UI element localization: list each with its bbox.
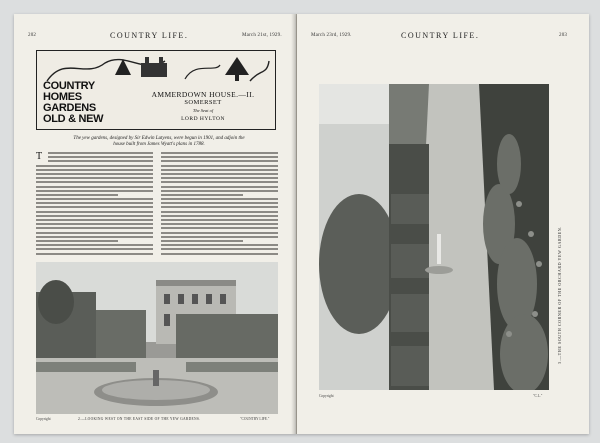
text-line (36, 232, 153, 234)
text-line (36, 227, 153, 229)
text-line (161, 152, 278, 154)
right-page (297, 14, 589, 434)
right-photo-caption: 3.—THE SOUTH CORNER OF THE ORCHARD YEW GARDEN. (557, 226, 562, 364)
text-line (36, 169, 153, 171)
left-issue-date: March 21st, 1929. (242, 33, 282, 38)
text-line (161, 206, 278, 208)
text-line (36, 244, 153, 246)
magazine-spread (8, 8, 593, 436)
text-line (161, 248, 278, 250)
text-line (161, 223, 278, 225)
text-line (36, 211, 153, 213)
text-line (36, 202, 153, 204)
text-line (161, 186, 278, 188)
right-credit: "C.L." (533, 394, 543, 398)
series-brand: COUNTRY HOMES GARDENS OLD & NEW (43, 80, 104, 125)
text-line (161, 156, 278, 158)
text-line (36, 198, 153, 200)
left-running-title: COUNTRY LIFE. (110, 31, 189, 40)
text-line (161, 227, 278, 229)
text-line (161, 211, 278, 213)
text-line (36, 177, 153, 179)
right-copyright: Copyright (319, 394, 334, 398)
text-line (36, 223, 153, 225)
body-column-1 (36, 152, 153, 260)
series-banner (36, 50, 276, 130)
left-photo-caption: 2.—LOOKING WEST ON THE EAST SIDE OF THE YEW GARDENS. (78, 417, 201, 421)
text-line (161, 215, 278, 217)
text-line (161, 240, 243, 242)
text-line (161, 244, 278, 246)
text-line (161, 219, 278, 221)
text-line (36, 181, 153, 183)
text-line (161, 232, 278, 234)
text-line (161, 169, 278, 171)
text-line (36, 253, 153, 255)
owner-name: LORD HYLTON (181, 116, 225, 122)
article-body (36, 152, 278, 260)
article-county: SOMERSET (184, 99, 222, 106)
seat-line: The Seat of (192, 108, 214, 113)
text-line (48, 156, 153, 158)
text-line (48, 152, 153, 154)
body-column-2 (161, 152, 278, 260)
text-line (161, 173, 278, 175)
text-line (36, 165, 153, 167)
banner-illustration (45, 53, 270, 83)
text-line (161, 160, 278, 162)
text-line (161, 181, 278, 183)
topiary-garden-illustration (319, 84, 549, 390)
yew-garden-illustration (36, 262, 278, 414)
left-copyright: Copyright (36, 417, 51, 421)
text-line (161, 190, 278, 192)
right-running-title: COUNTRY LIFE. (401, 31, 480, 40)
text-line (161, 202, 278, 204)
left-page-number: 202 (28, 33, 37, 38)
left-credit: "COUNTRY LIFE." (240, 417, 270, 421)
text-line (48, 160, 153, 162)
article-title-block (133, 91, 273, 123)
text-line (36, 248, 153, 250)
standfirst: The yew gardens, designed by Sir Edwin Lutyens, were begun in 1901, and adjoin the house built from James Wyatt's plans in 1788. (73, 136, 245, 147)
right-page-number: 203 (559, 33, 568, 38)
text-line (161, 177, 278, 179)
text-line (161, 253, 278, 255)
article-title: AMMERDOWN HOUSE.—II. (151, 90, 255, 99)
text-line (36, 215, 153, 217)
left-page (14, 14, 297, 434)
text-line (161, 194, 243, 196)
drop-cap: T (36, 152, 46, 162)
text-line (161, 165, 278, 167)
text-line (36, 190, 153, 192)
text-line (36, 194, 118, 196)
text-line (36, 240, 118, 242)
text-line (36, 219, 153, 221)
garden-photo-east (36, 262, 278, 414)
text-line (36, 186, 153, 188)
text-line (36, 236, 153, 238)
text-line (36, 206, 153, 208)
text-line (161, 236, 278, 238)
text-line (36, 173, 153, 175)
garden-photo-south-corner (319, 84, 549, 390)
right-issue-date: March 23rd, 1929. (311, 33, 352, 38)
text-line (161, 198, 278, 200)
